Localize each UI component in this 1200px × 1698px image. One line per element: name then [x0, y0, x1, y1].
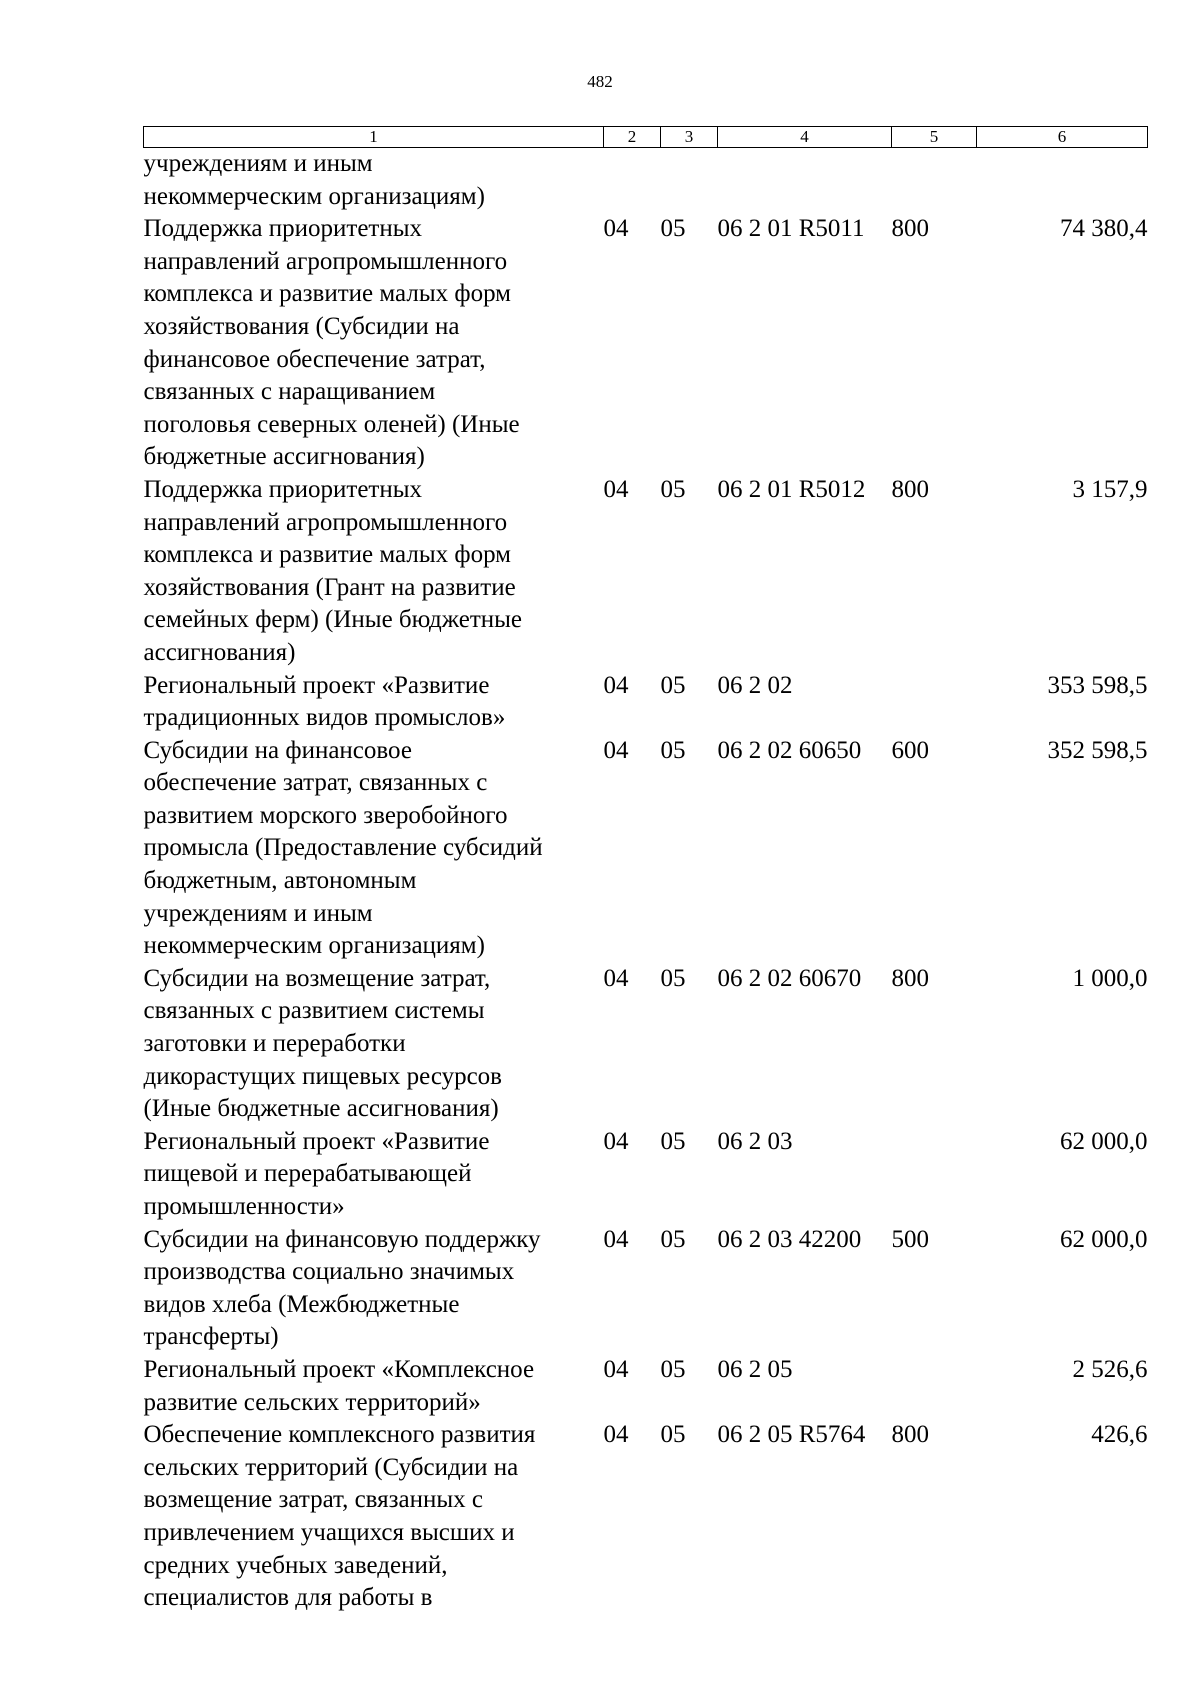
row-subsection: 05	[660, 964, 686, 992]
row-section: 04	[603, 475, 629, 503]
row-name-line: Поддержка приоритетных	[143, 475, 423, 503]
table-header	[144, 127, 1148, 148]
table-row	[144, 1419, 1148, 1615]
row-name-line: семейных ферм) (Иные бюджетные	[143, 606, 523, 634]
row-name-line: (Иные бюджетные ассигнования)	[143, 1095, 499, 1123]
row-article	[718, 148, 892, 214]
row-article: 06 2 05 R5764	[717, 1421, 866, 1449]
row-expense-type: 800	[891, 964, 929, 992]
row-amount: 353 598,5	[1047, 671, 1148, 699]
row-name-line: заготовки и переработки	[143, 1030, 406, 1058]
row-name-line: направлений агропромышленного	[143, 508, 508, 536]
row-subsection: 05	[660, 671, 686, 699]
row-amount: 2 526,6	[1072, 1355, 1148, 1383]
row-section: 04	[603, 671, 629, 699]
column-header-4: 4	[718, 127, 892, 148]
row-subsection	[661, 148, 718, 214]
row-section: 04	[603, 215, 629, 243]
row-name-line: обеспечение затрат, связанных с	[143, 769, 488, 797]
row-name	[144, 1354, 604, 1419]
row-name-line: связанных с развитием системы	[143, 997, 485, 1025]
row-name	[144, 1224, 604, 1354]
page-number: 482	[587, 72, 613, 91]
row-section: 04	[603, 1127, 629, 1155]
column-header-3: 3	[661, 127, 718, 148]
row-name-line: комплекса и развитие малых форм	[143, 541, 512, 569]
row-amount	[977, 148, 1148, 214]
row-subsection: 05	[660, 1355, 686, 1383]
row-name-line: ассигнования)	[143, 638, 296, 666]
row-name-line: учреждениям и иным	[143, 899, 373, 927]
row-name-line: финансовое обеспечение затрат,	[143, 345, 486, 373]
row-expense-type	[892, 1126, 977, 1224]
row-article: 06 2 02	[717, 671, 793, 699]
row-expense-type: 600	[891, 736, 929, 764]
row-article: 06 2 03 42200	[717, 1225, 862, 1253]
row-name	[144, 148, 604, 214]
row-amount: 426,6	[1091, 1421, 1148, 1449]
row-section	[604, 148, 661, 214]
row-name-line: возмещение затрат, связанных с	[143, 1486, 484, 1514]
table-row	[144, 148, 1148, 214]
row-section: 04	[603, 1225, 629, 1253]
row-article: 06 2 01 R5011	[717, 215, 865, 243]
row-name-line: развитием морского зверобойного	[143, 801, 508, 829]
row-amount: 3 157,9	[1072, 475, 1148, 503]
row-subsection: 05	[660, 1127, 686, 1155]
row-name	[144, 670, 604, 735]
row-subsection: 05	[660, 1225, 686, 1253]
row-article: 06 2 05	[717, 1355, 793, 1383]
row-subsection: 05	[660, 475, 686, 503]
column-header-5: 5	[892, 127, 977, 148]
column-header-6: 6	[977, 127, 1148, 148]
table-row	[144, 213, 1148, 474]
row-name-line: направлений агропромышленного	[143, 247, 508, 275]
row-name-line: Поддержка приоритетных	[143, 215, 423, 243]
table-row	[144, 735, 1148, 963]
row-section: 04	[603, 1421, 629, 1449]
row-name-line: сельских территорий (Субсидии на	[143, 1453, 519, 1481]
row-name-line: специалистов для работы в	[143, 1584, 433, 1612]
row-name-line: дикорастущих пищевых ресурсов	[143, 1062, 502, 1090]
row-name-line: Обеспечение комплексного развития	[143, 1421, 536, 1449]
row-section: 04	[603, 1355, 629, 1383]
row-section: 04	[603, 964, 629, 992]
row-name-line: привлечением учащихся высших и	[143, 1518, 515, 1546]
row-name-line: Региональный проект «Комплексное	[143, 1355, 535, 1383]
row-name	[144, 213, 604, 474]
row-expense-type: 500	[891, 1225, 929, 1253]
row-expense-type	[892, 1354, 977, 1419]
row-name-line: бюджетным, автономным	[143, 867, 417, 895]
row-name-line: производства социально значимых	[143, 1258, 515, 1286]
row-name-line: бюджетные ассигнования)	[143, 443, 425, 471]
row-subsection: 05	[660, 1421, 686, 1449]
row-expense-type: 800	[891, 475, 929, 503]
row-expense-type	[892, 670, 977, 735]
table-body	[144, 148, 1148, 1615]
row-article: 06 2 02 60650	[717, 736, 862, 764]
row-name-line: промышленности»	[143, 1193, 345, 1220]
row-article: 06 2 03	[717, 1127, 793, 1155]
row-name-line: пищевой и перерабатывающей	[143, 1160, 472, 1188]
row-name-line: комплекса и развитие малых форм	[143, 280, 512, 308]
row-section: 04	[603, 736, 629, 764]
budget-table	[143, 126, 1148, 1615]
row-subsection: 05	[660, 736, 686, 764]
row-expense-type	[892, 148, 977, 214]
table-row	[144, 474, 1148, 670]
table-row	[144, 963, 1148, 1126]
row-amount: 352 598,5	[1047, 736, 1148, 764]
row-name-line: некоммерческим организациям)	[143, 932, 485, 960]
row-amount: 74 380,4	[1060, 215, 1148, 243]
row-amount: 62 000,0	[1060, 1127, 1148, 1155]
row-name-line: Региональный проект «Развитие	[143, 671, 490, 699]
column-header-1: 1	[144, 127, 604, 148]
row-name-line: традиционных видов промыслов»	[143, 704, 506, 732]
row-article: 06 2 02 60670	[717, 964, 862, 992]
table-row	[144, 1126, 1148, 1224]
row-name-line: развитие сельских территорий»	[143, 1388, 481, 1416]
table-row	[144, 1354, 1148, 1419]
row-name	[144, 963, 604, 1126]
row-name-line: промысла (Предоставление субсидий	[143, 834, 543, 862]
row-name-line: Субсидии на возмещение затрат,	[143, 964, 491, 992]
row-name-line: хозяйствования (Грант на развитие	[143, 573, 516, 601]
row-article: 06 2 01 R5012	[717, 475, 866, 503]
row-amount: 62 000,0	[1060, 1225, 1148, 1253]
row-name-line: связанных с наращиванием	[143, 378, 436, 406]
row-name-line: Субсидии на финансовую поддержку	[143, 1225, 541, 1253]
row-name-line: Субсидии на финансовое	[143, 736, 412, 764]
row-name	[144, 1126, 604, 1224]
row-name-line: некоммерческим организациям)	[143, 182, 485, 210]
row-expense-type: 800	[891, 215, 929, 243]
row-name-line: Региональный проект «Развитие	[143, 1127, 490, 1155]
table-row	[144, 1224, 1148, 1354]
row-name-line: средних учебных заведений,	[143, 1551, 448, 1579]
row-name-line: хозяйствования (Субсидии на	[143, 312, 460, 340]
table-row	[144, 670, 1148, 735]
row-name	[144, 1419, 604, 1615]
row-name	[144, 474, 604, 670]
row-name	[144, 735, 604, 963]
row-name-line: видов хлеба (Межбюджетные	[143, 1290, 460, 1318]
row-amount: 1 000,0	[1072, 964, 1148, 992]
column-header-2: 2	[604, 127, 661, 148]
row-subsection: 05	[660, 215, 686, 243]
row-name-line: учреждениям и иным	[143, 150, 373, 177]
row-name-line: трансферты)	[143, 1323, 279, 1351]
row-expense-type: 800	[891, 1421, 929, 1449]
row-name-line: поголовья северных оленей) (Иные	[143, 410, 520, 438]
